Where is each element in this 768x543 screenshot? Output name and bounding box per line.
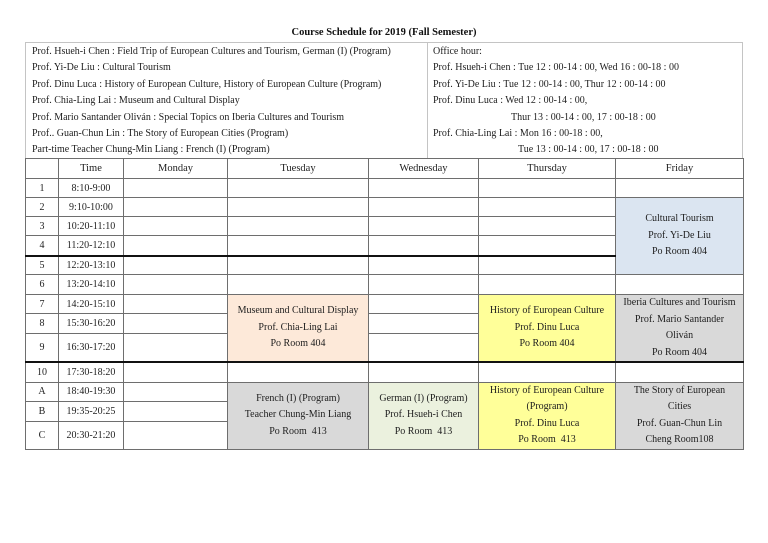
period-time: 11:20-12:10 (59, 236, 124, 256)
course-title: (Program) (526, 401, 568, 412)
empty-cell (616, 275, 744, 295)
empty-cell (616, 362, 744, 382)
empty-cell (369, 198, 479, 217)
info-box (25, 42, 743, 158)
course-title: The Story of European (633, 384, 726, 396)
instructor-item: Prof.. Guan-Chun Lin : The Story of European Cities (Program) (32, 127, 289, 139)
course-teacher: Prof. Mario Santander (634, 313, 725, 325)
empty-cell (369, 275, 479, 295)
course-title: Cities (667, 401, 692, 412)
instructor-list (26, 43, 428, 158)
course-museum-cultural-display (228, 295, 369, 363)
office-hours-line: Prof. Dinu Luca : Wed 12 : 00-14 : 00, (433, 95, 588, 107)
empty-cell (479, 179, 616, 198)
empty-cell (228, 236, 369, 256)
header-friday: Friday (616, 159, 744, 179)
course-title: Cultural Tourism (645, 213, 714, 225)
course-story-european-cities (616, 382, 744, 449)
course-title: French (I) (Program) (256, 392, 340, 404)
table-row (26, 179, 744, 198)
period-time: 8:10-9:00 (59, 179, 124, 198)
header-wednesday: Wednesday (369, 159, 479, 179)
period-id: 5 (26, 256, 59, 275)
course-teacher: Prof. Guan-Chun Lin (636, 417, 723, 429)
header-row (26, 159, 744, 179)
period-id: 2 (26, 198, 59, 217)
course-teacher: Teacher Chung-Min Liang (244, 409, 352, 421)
course-cultural-tourism (616, 198, 744, 275)
table-row (26, 275, 744, 295)
empty-cell (369, 236, 479, 256)
page-title: Course Schedule for 2019 (Fall Semester) (291, 27, 477, 38)
course-room: Po Room 413 (518, 434, 576, 445)
empty-cell (479, 256, 616, 275)
period-time: 16:30-17:20 (59, 334, 124, 362)
course-room: Po Room 404 (651, 346, 707, 358)
table-row (26, 382, 744, 401)
empty-cell (124, 275, 228, 295)
period-time: 15:30-16:20 (59, 314, 124, 334)
course-teacher: Prof. Chia-Ling Lai (258, 321, 338, 333)
empty-cell (124, 422, 228, 449)
office-hours-line: Prof. Chia-Ling Lai : Mon 16 : 00-18 : 00, (433, 127, 603, 139)
period-id: 3 (26, 217, 59, 236)
empty-cell (124, 256, 228, 275)
empty-cell (228, 256, 369, 275)
course-teacher: Prof. Hsueh-i Chen (384, 409, 463, 421)
course-title: History of European Culture (489, 305, 605, 317)
empty-cell (369, 256, 479, 275)
period-id: B (26, 401, 59, 421)
empty-cell (228, 179, 369, 198)
course-teacher: Prof. Dinu Luca (514, 321, 580, 333)
table-row (26, 362, 744, 382)
course-history-european-culture-program (479, 382, 616, 449)
empty-cell (369, 217, 479, 236)
period-id: 6 (26, 275, 59, 295)
empty-cell (124, 382, 228, 401)
empty-cell (124, 179, 228, 198)
instructor-item: Prof. Yi-De Liu : Cultural Tourism (32, 62, 171, 74)
instructor-item: Prof. Chia-Ling Lai : Museum and Cultural Display (32, 95, 240, 107)
period-id: 7 (26, 295, 59, 314)
empty-cell (124, 334, 228, 362)
instructor-item: Prof. Hsueh-i Chen : Field Trip of European Cultures and Tourism, German (I) (Program) (32, 46, 391, 57)
empty-cell (479, 217, 616, 236)
header-tuesday: Tuesday (228, 159, 369, 179)
instructor-item: Prof. Dinu Luca : History of European Culture, History of European Culture (Program) (32, 78, 382, 90)
header-time: Time (59, 159, 124, 179)
period-time: 13:20-14:10 (59, 275, 124, 295)
period-time: 10:20-11:10 (59, 217, 124, 236)
course-iberia-cultures-tourism (616, 295, 744, 363)
empty-cell (369, 295, 479, 314)
schedule-table (25, 158, 744, 450)
empty-cell (124, 236, 228, 256)
course-room: Cheng Room108 (645, 434, 714, 445)
office-hours-line: Thur 13 : 00-14 : 00, 17 : 00-18 : 00 (511, 111, 656, 123)
course-french-program (228, 382, 369, 449)
course-history-european-culture (479, 295, 616, 363)
table-row (26, 295, 744, 314)
header-period (26, 159, 59, 179)
course-title: Museum and Cultural Display (237, 305, 359, 317)
empty-cell (369, 334, 479, 362)
empty-cell (124, 401, 228, 421)
period-id: C (26, 422, 59, 449)
period-id: 1 (26, 179, 59, 198)
empty-cell (228, 217, 369, 236)
empty-cell (124, 217, 228, 236)
period-id: 4 (26, 236, 59, 256)
period-time: 12:20-13:10 (59, 256, 124, 275)
office-hours-heading: Office hour: (433, 46, 482, 57)
period-id: 8 (26, 314, 59, 334)
period-time: 14:20-15:10 (59, 295, 124, 314)
empty-cell (228, 362, 369, 382)
course-room: Po Room 404 (651, 246, 707, 258)
empty-cell (369, 179, 479, 198)
empty-cell (479, 362, 616, 382)
table-row (26, 198, 744, 217)
empty-cell (479, 236, 616, 256)
period-id: A (26, 382, 59, 401)
course-german-program (369, 382, 479, 449)
office-hours-line: Prof. Hsueh-i Chen : Tue 12 : 00-14 : 00, Wed 16 : 00-18 : 00 (433, 62, 679, 74)
period-time: 9:10-10:00 (59, 198, 124, 217)
empty-cell (479, 275, 616, 295)
empty-cell (124, 295, 228, 314)
empty-cell (124, 314, 228, 334)
instructor-item: Part-time Teacher Chung-Min Liang : French (I) (Program) (32, 144, 270, 156)
course-room: Po Room 404 (270, 338, 326, 350)
empty-cell (228, 275, 369, 295)
course-room: Po Room 413 (269, 425, 327, 437)
course-teacher: Prof. Dinu Luca (514, 417, 580, 429)
empty-cell (228, 198, 369, 217)
period-time: 17:30-18:20 (59, 362, 124, 382)
period-time: 20:30-21:20 (59, 422, 124, 449)
course-room: Po Room 404 (519, 338, 575, 350)
period-time: 18:40-19:30 (59, 382, 124, 401)
office-hours-line: Tue 13 : 00-14 : 00, 17 : 00-18 : 00 (518, 144, 659, 156)
empty-cell (616, 179, 744, 198)
empty-cell (124, 198, 228, 217)
period-time: 19:35-20:25 (59, 401, 124, 421)
office-hours-line: Prof. Yi-De Liu : Tue 12 : 00-14 : 00, Thur 12 : 00-14 : 00 (433, 78, 666, 90)
course-teacher: Prof. Yi-De Liu (648, 229, 711, 241)
period-id: 10 (26, 362, 59, 382)
period-id: 9 (26, 334, 59, 362)
empty-cell (369, 362, 479, 382)
course-teacher: Oliván (665, 330, 694, 341)
instructor-item: Prof. Mario Santander Oliván : Special Topics on Iberia Cultures and Tourism (32, 111, 345, 123)
office-hours (428, 43, 742, 158)
header-thursday: Thursday (479, 159, 616, 179)
empty-cell (369, 314, 479, 334)
header-monday: Monday (124, 159, 228, 179)
course-room: Po Room 413 (394, 425, 453, 437)
empty-cell (124, 362, 228, 382)
empty-cell (479, 198, 616, 217)
course-title: German (I) (Program) (379, 392, 468, 404)
course-title: History of European Culture (489, 384, 605, 396)
course-title: Iberia Cultures and Tourism (623, 297, 736, 308)
